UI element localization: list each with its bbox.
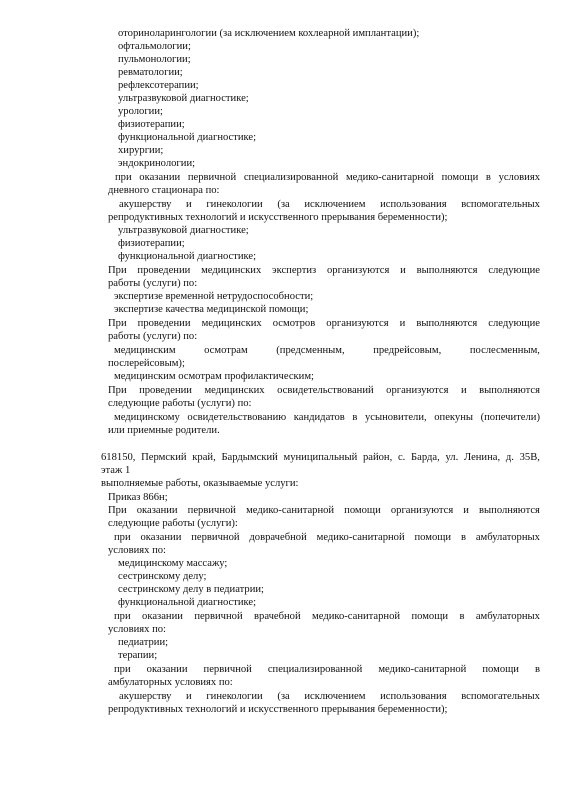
word: При xyxy=(108,318,127,329)
text-line: рефлексотерапии; xyxy=(118,80,199,91)
word: первичной xyxy=(187,505,236,516)
word: оказании xyxy=(139,172,181,183)
word: при xyxy=(115,172,132,183)
word: в xyxy=(352,412,358,423)
text-line-justified xyxy=(108,384,540,397)
word: в xyxy=(485,172,491,183)
word: при xyxy=(114,611,131,622)
text-line-justified xyxy=(114,663,540,676)
word: организуются xyxy=(327,265,390,276)
text-line: или приемные родители. xyxy=(108,425,220,436)
text-line: экспертизе временной нетрудоспособности; xyxy=(114,291,314,302)
word: Ленина, xyxy=(463,452,501,463)
word: медико-санитарной xyxy=(316,532,405,543)
word: амбулаторных xyxy=(475,532,540,543)
word: организуются xyxy=(326,318,389,329)
text-line: ультразвуковой диагностике; xyxy=(118,93,249,104)
word: (за xyxy=(277,691,290,702)
text-line: медицинскому массажу; xyxy=(118,558,228,569)
text-line: офтальмологии; xyxy=(118,41,191,52)
text-line: урологии; xyxy=(118,106,163,117)
word: усыновители, xyxy=(364,412,427,423)
text-line: пульмонологии; xyxy=(118,54,191,65)
word: помощи xyxy=(441,172,479,183)
word: Барда, xyxy=(411,452,440,463)
word: Бардымский xyxy=(221,452,278,463)
text-line-justified xyxy=(114,344,540,357)
word: осмотров xyxy=(272,318,316,329)
word: гинекологии xyxy=(206,691,263,702)
word: помощи xyxy=(344,505,381,516)
text-line-justified xyxy=(115,171,540,184)
text-line: следующие работы (услуги): xyxy=(108,518,238,529)
word: врачебной xyxy=(254,611,301,622)
word: первичной xyxy=(194,611,243,622)
text-line: хирургии; xyxy=(118,145,164,156)
word: предрейсовым, xyxy=(373,345,442,356)
word: доврачебной xyxy=(249,532,307,543)
word: и xyxy=(463,505,469,516)
word: д. xyxy=(505,452,514,463)
text-line: оториноларингологии (за исключением кохлеарной имплантации); xyxy=(118,28,420,39)
text-line: сестринскому делу в педиатрии; xyxy=(118,584,264,595)
text-line: этаж 1 xyxy=(101,465,131,476)
text-line: педиатрии; xyxy=(118,637,169,648)
word: помощи xyxy=(482,664,519,675)
word: и xyxy=(186,199,192,210)
word: амбулаторных xyxy=(475,611,540,622)
text-line: условиях по: xyxy=(108,624,166,635)
text-line-justified xyxy=(114,531,540,544)
text-line-justified xyxy=(114,610,540,623)
text-line: функциональной диагностике; xyxy=(118,597,257,608)
word: оказании xyxy=(136,505,178,516)
word: кандидатов xyxy=(293,412,345,423)
word: в xyxy=(460,532,466,543)
word: опекуны xyxy=(434,412,473,423)
text-line-justified xyxy=(108,264,540,277)
word: При xyxy=(108,265,127,276)
text-line: Приказ 866н; xyxy=(108,492,168,503)
text-line: экспертизе качества медицинской помощи; xyxy=(114,304,309,315)
word: использования xyxy=(380,691,447,702)
text-line: физиотерапии; xyxy=(118,119,185,130)
word: край, xyxy=(192,452,216,463)
word: исключением xyxy=(304,199,366,210)
text-line-justified xyxy=(119,690,540,703)
word: район, xyxy=(362,452,393,463)
text-line: дневного стационара по: xyxy=(108,185,220,196)
word: организуются xyxy=(386,385,449,396)
text-line: послерейсовым); xyxy=(108,358,185,369)
word: акушерству xyxy=(119,199,172,210)
word: следующие xyxy=(488,265,540,276)
word: в xyxy=(534,664,540,675)
word: выполняются xyxy=(479,385,540,396)
address-line xyxy=(101,451,540,464)
word: медицинских xyxy=(201,265,262,276)
word: При xyxy=(108,505,127,516)
word: оказании xyxy=(146,664,188,675)
word: (попечители) xyxy=(480,412,540,423)
word: муниципальный xyxy=(283,452,358,463)
text-line: репродуктивных технологий и искусственного прерывания беременности); xyxy=(108,704,448,715)
word: условиях xyxy=(498,172,540,183)
word: 618150, xyxy=(101,452,136,463)
word: медицинскому xyxy=(114,412,180,423)
text-line-justified xyxy=(114,411,540,424)
word: послесменным, xyxy=(469,345,540,356)
word: и xyxy=(400,265,406,276)
text-line: условиях по: xyxy=(108,545,166,556)
text-line: физиотерапии; xyxy=(118,238,185,249)
text-line: функциональной диагностике; xyxy=(118,251,257,262)
word: и xyxy=(399,318,406,329)
text-line: функциональной диагностике; xyxy=(118,132,257,143)
word: использования xyxy=(380,199,447,210)
text-line-justified xyxy=(108,504,540,517)
word: вспомогательных xyxy=(461,691,540,702)
text-line: ультразвуковой диагностике; xyxy=(118,225,249,236)
word: выполняются xyxy=(479,505,540,516)
word: проведении xyxy=(137,265,191,276)
text-line: следующие работы (услуги) по: xyxy=(108,398,252,409)
text-line: ревматологии; xyxy=(118,67,183,78)
word: осмотрам xyxy=(204,345,248,356)
text-line: репродуктивных технологий и искусственного прерывания беременности); xyxy=(108,212,448,223)
word: экспертиз xyxy=(272,265,317,276)
word: медицинских xyxy=(204,385,265,396)
word: гинекологии xyxy=(206,199,263,210)
word: При xyxy=(108,385,127,396)
word: (за xyxy=(277,199,290,210)
word: при xyxy=(114,532,131,543)
word: оказании xyxy=(142,611,183,622)
word: специализированной xyxy=(243,172,339,183)
word: специализированной xyxy=(267,664,363,675)
word: при xyxy=(114,664,131,675)
text-line: работы (услуги) по: xyxy=(108,331,198,342)
word: выполняются xyxy=(416,265,478,276)
word: (предсменным, xyxy=(276,345,345,356)
word: ул. xyxy=(445,452,459,463)
word: медико-санитарной xyxy=(345,172,434,183)
word: исключением xyxy=(304,691,366,702)
word: медико-санитарной xyxy=(246,505,335,516)
word: вспомогательных xyxy=(461,199,540,210)
text-line-justified xyxy=(119,198,540,211)
word: освидетельствований xyxy=(277,385,374,396)
word: в xyxy=(459,611,465,622)
word: и xyxy=(186,691,192,702)
text-line: медицинским осмотрам профилактическим; xyxy=(114,371,314,382)
word: проведении xyxy=(137,318,191,329)
word: медико-санитарной xyxy=(378,664,467,675)
word: оказании xyxy=(140,532,182,543)
word: 35В, xyxy=(519,452,540,463)
word: помощи xyxy=(414,532,452,543)
word: акушерству xyxy=(119,691,172,702)
text-line: амбулаторных условиях по: xyxy=(108,677,233,688)
text-line: выполняемые работы, оказываемые услуги: xyxy=(101,478,299,489)
word: первичной xyxy=(187,172,237,183)
text-line: терапии; xyxy=(118,650,158,661)
word: первичной xyxy=(191,532,240,543)
word: следующие xyxy=(488,318,540,329)
word: и xyxy=(460,385,467,396)
word: первичной xyxy=(203,664,252,675)
word: медицинским xyxy=(114,345,176,356)
word: выполняются xyxy=(416,318,478,329)
word: проведении xyxy=(139,385,192,396)
text-line: сестринскому делу; xyxy=(118,571,207,582)
text-line: эндокринологии; xyxy=(118,158,196,169)
word: помощи xyxy=(411,611,449,622)
word: с. xyxy=(397,452,406,463)
word: медицинских xyxy=(201,318,262,329)
word: медико-санитарной xyxy=(312,611,401,622)
word: организуются xyxy=(390,505,454,516)
word: освидетельствованию xyxy=(187,412,287,423)
text-line-justified xyxy=(108,317,540,330)
text-line: работы (услуги) по: xyxy=(108,278,198,289)
word: Пермский xyxy=(141,452,187,463)
